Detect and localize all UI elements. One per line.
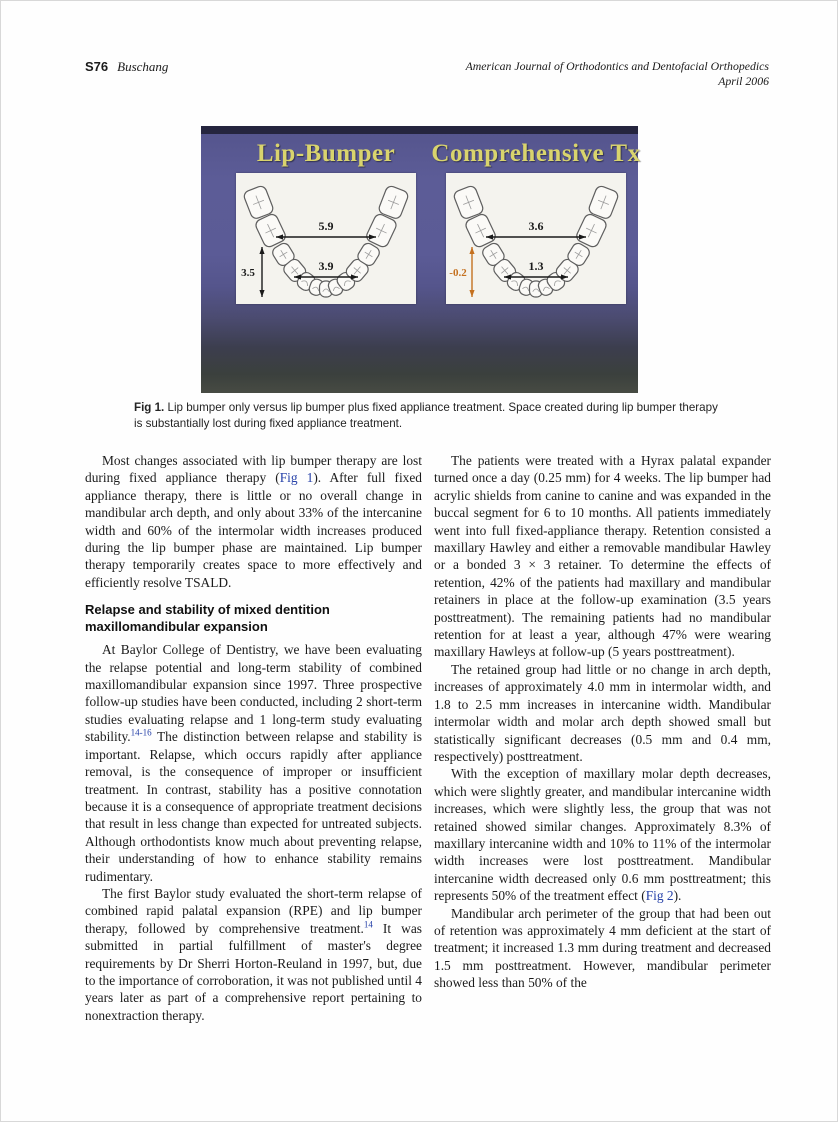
intermolar-width-label: 5.9 [318,219,334,233]
figure-right-title: Comprehensive Tx [431,140,641,167]
body-paragraph: The patients were treated with a Hyrax palatal expander turned once a day (0.25 mm) for 4 weeks. The lip bumper had acrylic shields from canine to canine and was expanded in the buccal segment for 6 to 10 months. All patients immediately went into full fixed-appliance therapy. Retention consisted a maxillary Hawley and either a removable mandibular Hawley or a bonded 3 × 3 retainer. To determine the effects of retention, 42% of the patients had maxillary and mandibular retainers in place at the follow-up examination (3.5 years posttreatment). The remaining patients had no mandibular retention for at least a year, although 47% were wearing maxillary Hawleys at follow-up (5 years posttreatment). [434,453,771,660]
arch-depth-label: -0.2 [449,267,467,279]
page-number: S76 [85,59,109,74]
figure-caption-text: Lip bumper only versus lip bumper plus fixed appliance treatment. Space created during lip bumper therapy is substantially lost during fixed appliance treatment. [134,401,718,430]
figure-reference-link[interactable]: Fig 1 [279,470,314,486]
body-paragraph: Mandibular arch perimeter of the group that had been out of retention was approximately 4 mm deficient at the start of treatment; it increased 1.3 mm during treatment and decreased 1.5 mm posttreatment. However, mandibular perimeter showed less than 50% of the [434,905,771,991]
dental-arch-lip-bumper [236,173,416,304]
section-heading: Relapse and stability of mixed dentition maxillomandibular expansion [85,602,330,635]
author-name: Buschang [117,59,169,74]
body-paragraph: The retained group had little or no change in arch depth, increases of approximately 4.0 mm in intermolar width, and 1.8 to 2.5 mm increases in intercanine width. Mandibular intermolar width and molar arch depth showed small but statistically significant decreases (0.5 mm and 0.4 mm, respectively) posttreatment. [434,661,771,764]
citation-reference-link[interactable]: 14 [363,919,373,930]
figure-top-band [201,126,638,134]
text-column-right [434,452,771,992]
body-paragraph: At Baylor College of Dentistry, we have been evaluating the relapse potential and long-term stability of combined maxillomandibular expansion since 1997. Three prospective follow-up studies have been conducted, including 2 short-term studies evaluating relapse and 1 long-term study evaluating stability.$^{14-16}$ The distinction between relapse and stability is important. Relapse, which occurs rapidly after appliance removal, is the consequence of improper or insufficient treatment. In contrast, stability has a positive connotation because it is a consequence of appropriate treatment decisions that result in less change than expected for untreated subjects. Although orthodontists know much about preventing relapse, their understanding of how to enhance stability remains rudimentary. [85,642,422,884]
figure-left-title: Lip-Bumper [256,140,396,167]
intermolar-width-label: 3.6 [528,219,544,233]
figure-caption [134,400,729,431]
running-header-right [466,59,769,88]
dental-arch-comprehensive-tx [446,173,626,304]
body-paragraph: The first Baylor study evaluated the short-term relapse of combined rapid palatal expansion (RPE) and lip bumper therapy, followed by comprehensive treatment.$^{14}$ It was submitted in partial fulfillment of master's degree requirements by Dr Sherri Horton-Reuland in 1997, but, due to the importance of corroboration, it was not published until 4 years later as part of a comprehensive report pertaining to nonextraction therapy. [85,885,422,1023]
issue-date: April 2006 [718,73,769,88]
text-column-left [85,452,422,1024]
running-header-left [85,59,168,75]
intercanine-width-label: 1.3 [528,259,544,273]
citation-reference-link[interactable]: 14-16 [130,727,152,738]
journal-title: American Journal of Orthodontics and Dentofacial Orthopedics [465,59,769,73]
arch-depth-label: 3.5 [241,267,255,279]
figure-reference-link[interactable]: Fig 2 [645,888,674,904]
body-paragraph: Most changes associated with lip bumper therapy are lost during fixed appliance therapy (Fig 1). After full fixed appliance therapy, there is little or no overall change in mandibular arch depth, and only about 33% of the intercanine width and 60% of the intermolar width increases produced during the lip bumper phase are maintained. Lip bumper therapy temporarily creates space to more effectively and efficiently resolve TSALD. [85,453,423,590]
figure-1-image [201,126,641,393]
body-paragraph: With the exception of maxillary molar depth decreases, which were slightly greater, and mandibular intercanine width increases, which were slightly less, the group that was not retained showed similar changes. Approximately 8.3% of maxillary intercanine width and 10% to 11% of the intermolar width increases were lost posttreatment. Mandibular intercanine width decreased only 0.6 mm posttreatment; this represents 50% of the treatment effect (Fig 2). [434,766,771,904]
intercanine-width-label: 3.9 [318,259,334,273]
figure-caption-label: Fig 1. [134,401,165,414]
